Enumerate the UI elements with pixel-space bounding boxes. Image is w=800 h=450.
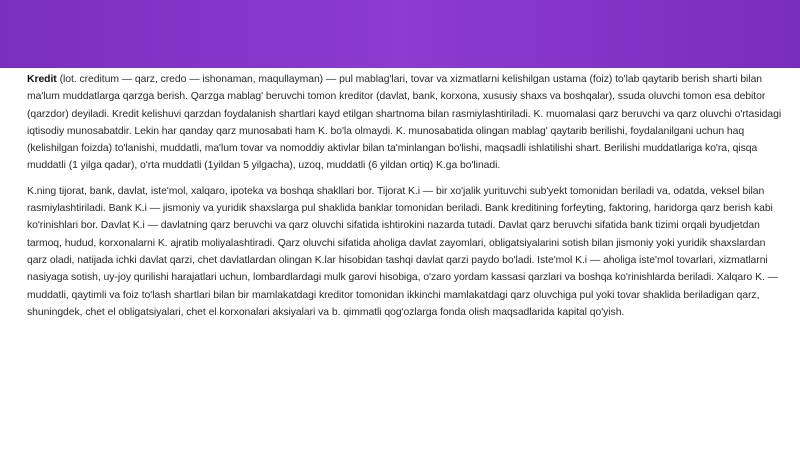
article-term: Kredit — [27, 74, 57, 85]
paragraph-types: K.ning tijorat, bank, davlat, iste'mol, xalqaro, ipoteka va boshqa shakllari bor. Tijorat K.i — bir xo'jalik yurituvchi sub'yekt tomonidan beriladi va, odatda, veksel bilan rasmiylashtiriladi. Bank K.i — jismoniy va yuridik shaxslarga pul shaklida banklar tomonidan beriladi. Bank kreditining forfeyting, faktoring, haridorga qarz berish kabi ko'rinishlari bor. Davlat K.i — davlatning qarz beruvchi va qarz oluvchi sifatida ishtirokini nazarda tutadi. Davlat qarz beruvchi sifatida bank tizimi orqali byudjetdan tarmoq, hudud, korxonalarni K. ajratib moliyalashtiradi. Qarz oluvchi sifatida aholiga davlat zayomlari, obligatsiyalarini sotish bilan jismoniy yoki yuridik shaxslardan qarz oladi, natijada ichki davlat qarzi, chet davlatlardan olingan K.lar hisobidan tashqi davlat qarzi paydo bo'ladi. Iste'mol K.i — aholiga iste'mol tovarlari, xizmatlarni nasiyaga sotish, uy-joy qurilishi harajatlari uchun, lombardlardagi mulk garovi hisobiga, o'zaro yordam kassasi qarzlari va boshqa ko'rinishlarda beriladi. Xalqaro K. — muddatli, qaytimli va foiz to'lash shartlari bilan bir mamlakatdagi kreditor tomonidan ikkinchi mamlakatdagi qarz oluvchiga pul yoki tovar shaklida beriladigan qarz, shuningdek, chet el obligatsiyalari, chet el korxonalari aksiyalari va b. qimmatli qog'ozlarga fonda olish maqsadlarida kapital qo'yish. — [27, 185, 778, 318]
article-body — [27, 71, 787, 329]
paragraph-definition-text: (lot. creditum — qarz, credo — ishonaman, maqullayman) — pul mablag'lari, tovar va xizmatlarni kelishilgan ustama (foiz) to'lab qaytarib berish sharti bilan ma'lum muddatlarga qarzga berish. Qarzga mablag' beruvchi tomon kreditor (davlat, bank, korxona, xususiy shaxs va boshqalar), ssuda oluvchi tomon esa debitor (qarzdor) deyiladi. Kredit kelishuvi qarzdan foydalanish shartlari kayd etilgan shartnoma bilan rasmiylashtiriladi. K. muomalasi qarz beruvchi va qarz oluvchi o'rtasidagi iqtisodiy munosabatdir. Lekin har qanday qarz munosabati ham K. bo'la olmaydi. K. munosabatida olingan mablag' qaytarib berilishi, foydalanilgani uchun haq (kelishilgan foizda) to'lanishi, muddatli, ma'lum tovar va nomoddiy aktivlar bilan ta'minlangan bo'lishi, maqsadli ishlatilishi shart. Berilishi muddatlariga ko'ra, qisqa muddatli (1 yilga qadar), o'rta muddatli (1yildan 5 yilgacha), uzoq, muddatli (6 yildan ortiq) K.ga bo'linadi. — [27, 74, 782, 172]
header-bar — [0, 0, 800, 68]
paragraph-definition — [27, 71, 787, 175]
